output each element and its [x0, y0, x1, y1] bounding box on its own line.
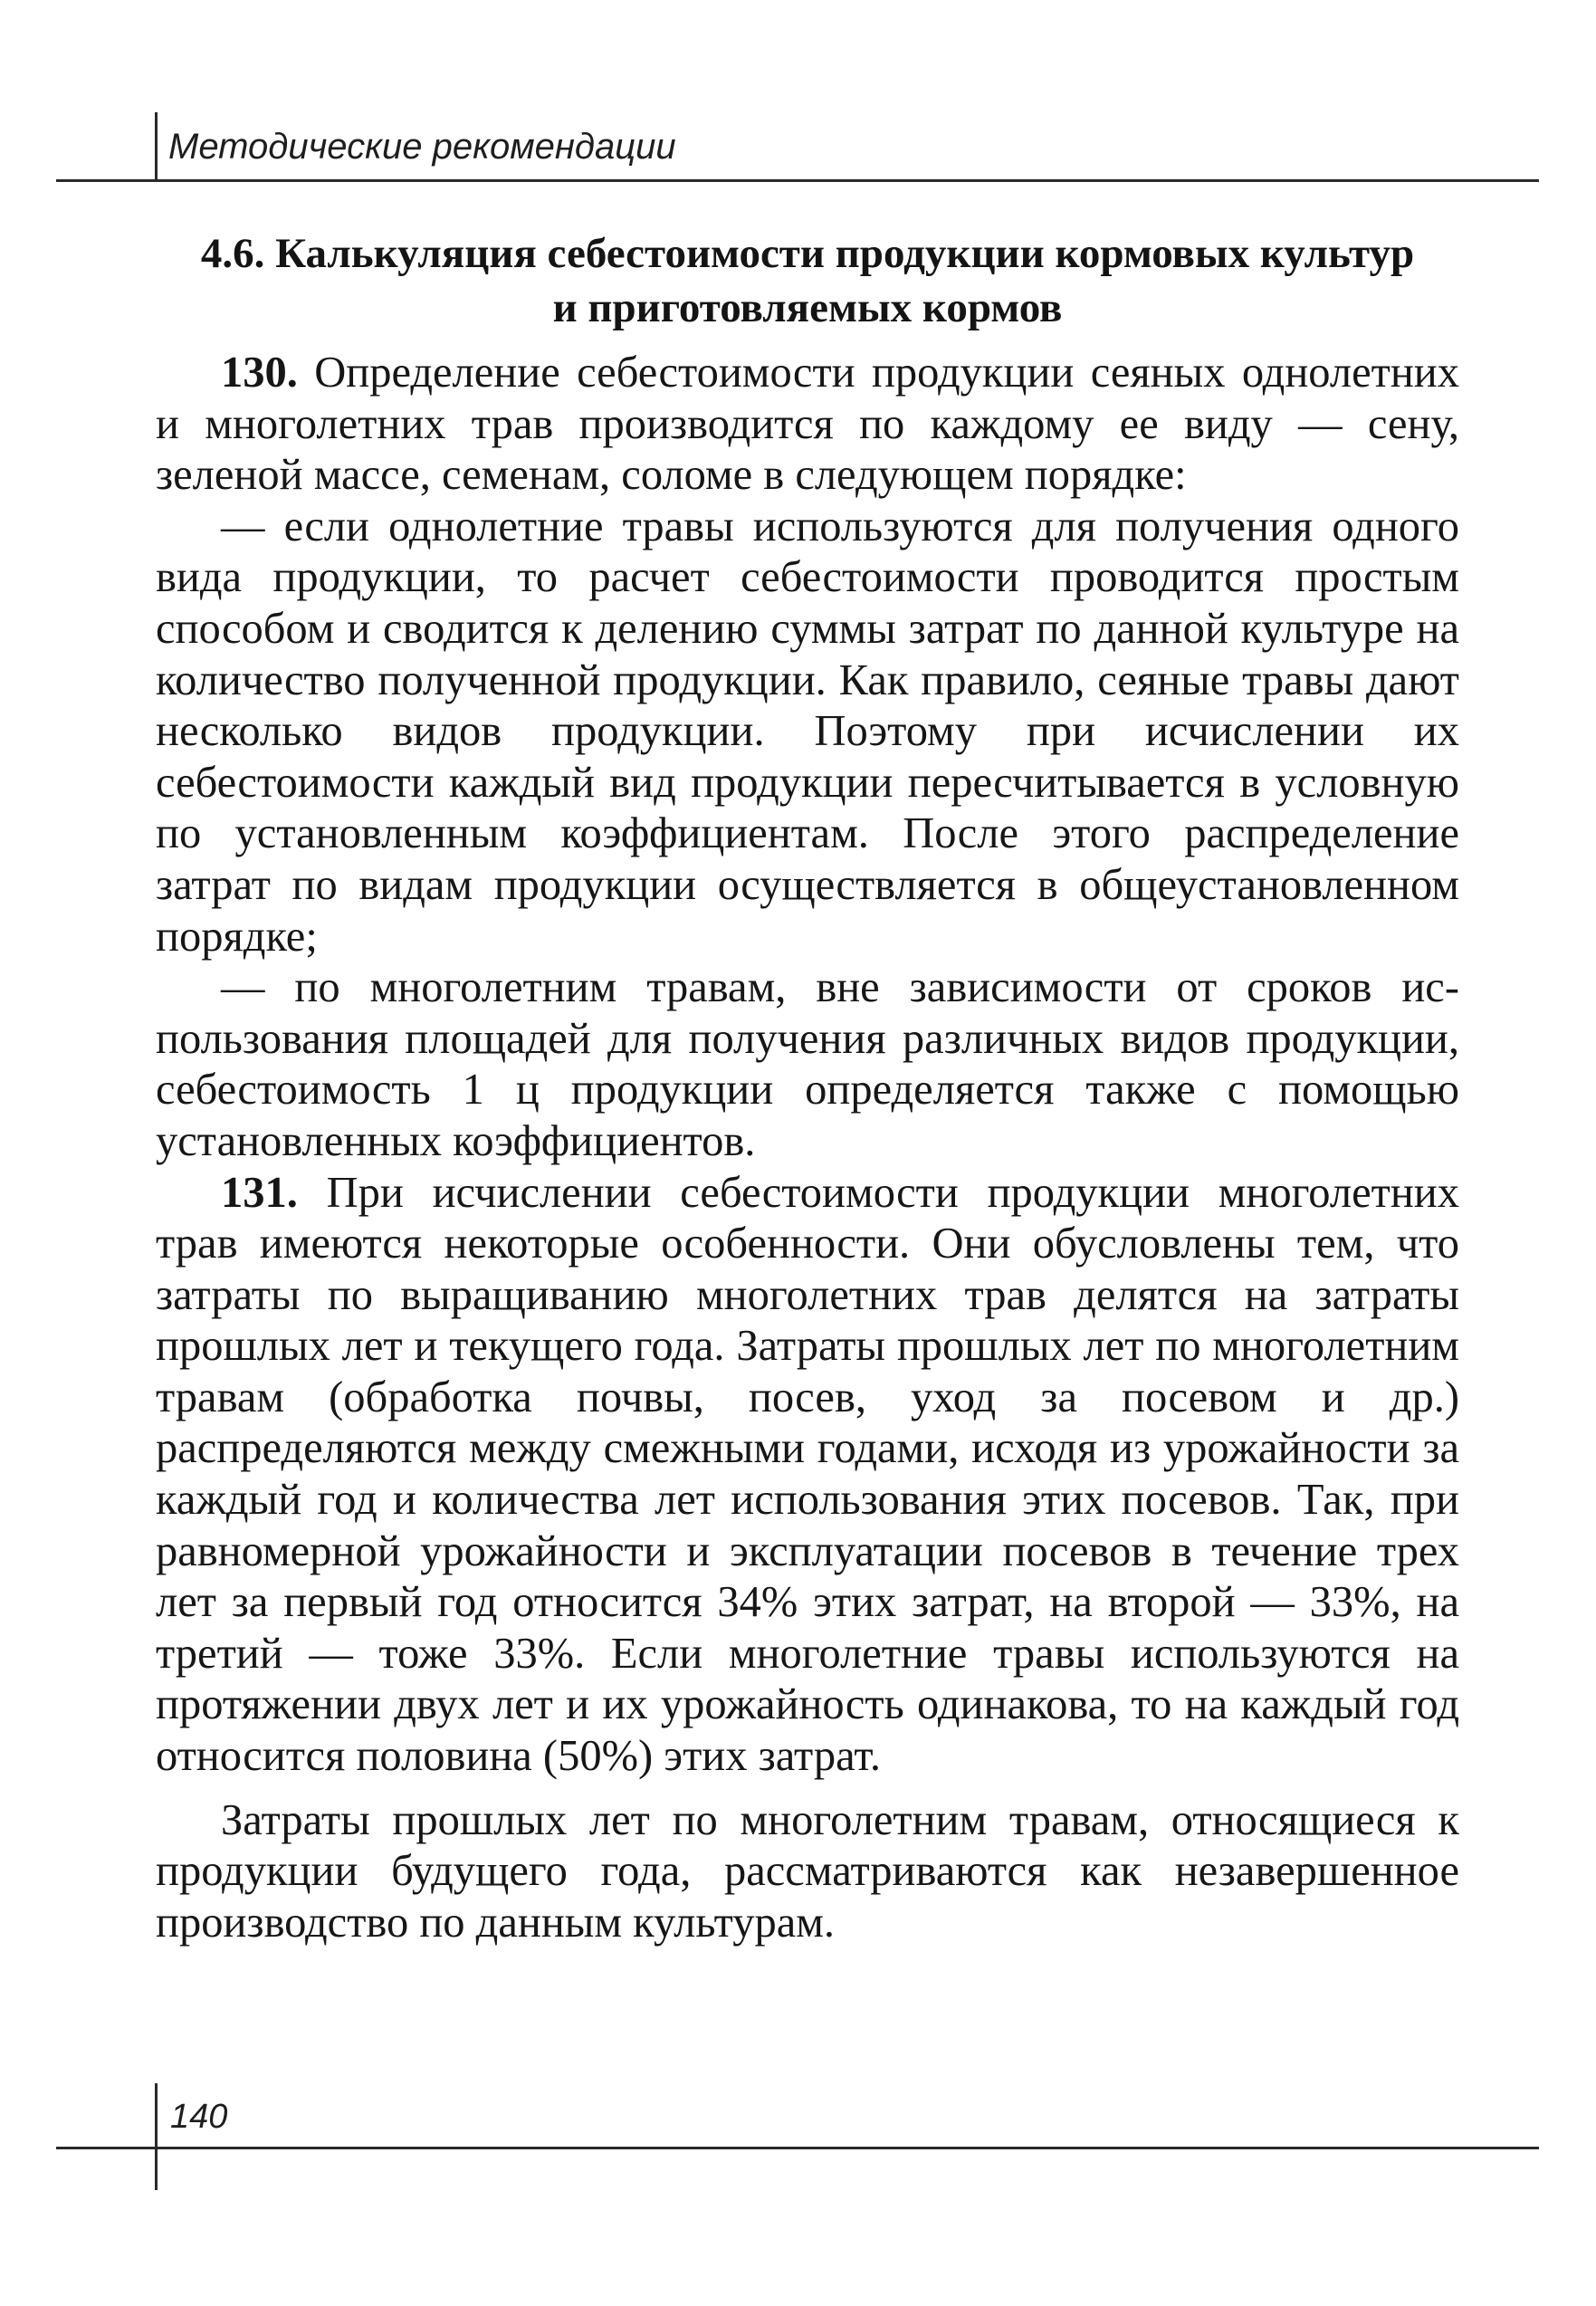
section-heading [156, 226, 1459, 335]
body-text [156, 348, 1459, 1948]
header-rule [56, 179, 1539, 182]
paragraph-annual-grasses [156, 502, 1459, 962]
paragraph-text: — если однолетние травы используются для получения одного вида продукции, то расчет себестоимости проводится простым способом и сводится к делению суммы затрат по данной культуре на количество полученной продукции. Как правило, сеяные травы дают несколько видов продукции. Поэтому при исчислении их себестоимости каждый вид продукции пересчитывается в условную по установленным коэффициентам. После этого распределение затрат по видам продукции осуществляется в общеустановленном порядке; [156, 502, 1459, 961]
paragraph-number: 130. [221, 349, 298, 397]
paragraph-text: Определение себестоимости продукции сеяных однолетних и многолетних трав производится по каждому ее виду — сену, зеленой массе, семенам, соломе в следующем порядке: [156, 349, 1459, 500]
paragraph-131 [156, 1168, 1459, 1783]
header-tick [155, 112, 158, 182]
section-heading-line-2: и приготовляемых кормов [552, 284, 1063, 331]
paragraph-text: — по многолетним травам, вне зависимости от сроков использования площадей для получения различных видов продукции, себестоимость 1 ц продукции определяется также с помощью установленных коэффициентов. [156, 963, 1459, 1165]
page-number: 140 [170, 2098, 228, 2136]
running-title: Методические рекомендации [168, 127, 676, 167]
paragraph-past-years-costs [156, 1795, 1459, 1949]
paragraph-130 [156, 348, 1459, 502]
paragraph-perennial-grasses [156, 962, 1459, 1167]
section-heading-line-1: 4.6. Калькуляция себестоимости продукции кормовых культур [200, 230, 1415, 277]
footer-rule [56, 2147, 1539, 2149]
footer-tick [155, 2083, 158, 2190]
paragraph-text: Затраты прошлых лет по многолетним травам, относящиеся к продукции будущего года, рассматриваются как незавершенное производство по данным культурам. [156, 1795, 1459, 1947]
paragraph-text: При исчислении себестоимости продукции многолетних трав имеются некоторые особенности. Они обусловлены тем, что затраты по выращиванию многолетних трав делятся на затраты прошлых лет и текущего года. Затраты прошлых лет по многолетним травам (обработка почвы, посев, уход за посевом и др.) распределяются между смежными годами, исходя из урожайности за каждый год и количества лет использования этих посевов. Так, при равномерной урожайности и эксплуатации посевов в течение трех лет за первый год относится 34% этих затрат, на второй — 33%, на третий — тоже 33%. Если многолетние травы используются на протяжении двух лет и их урожайность одинакова, то на каждый год относится половина (50%) этих затрат. [156, 1168, 1459, 1781]
paragraph-number: 131. [221, 1168, 298, 1217]
